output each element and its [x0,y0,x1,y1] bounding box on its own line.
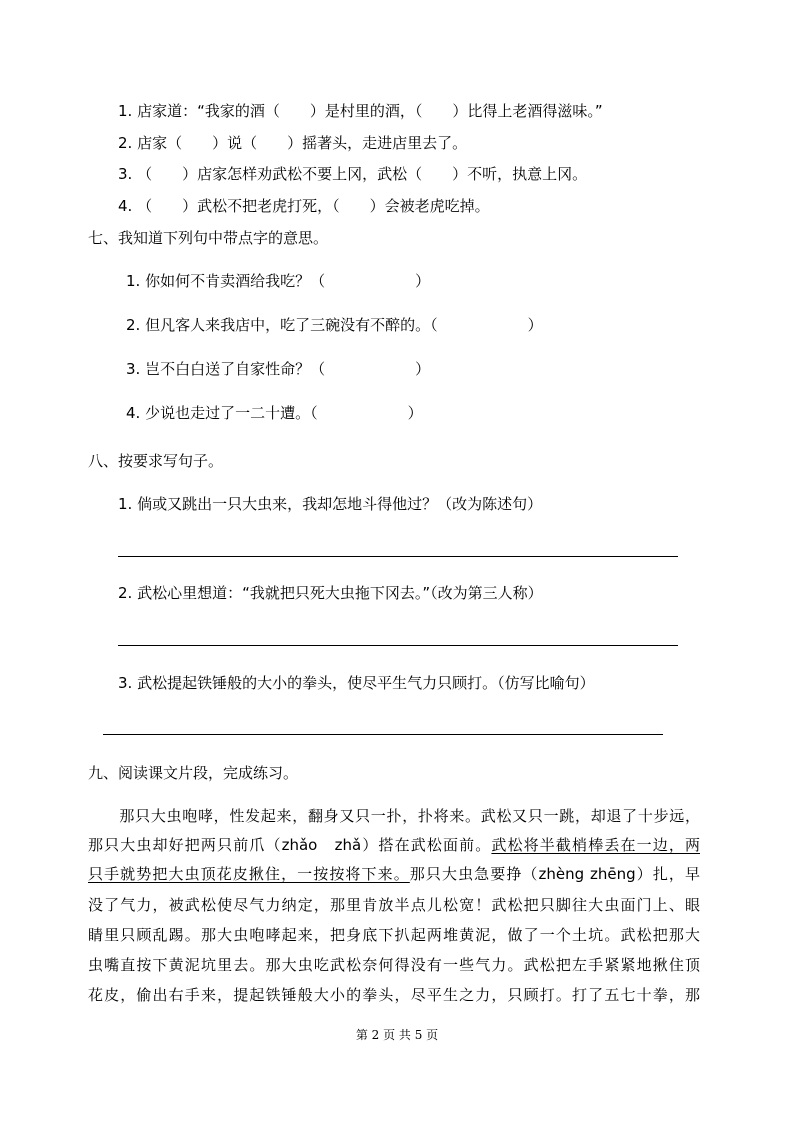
passage-text: 那只大虫急要挣（zhèng zhēng）扎，早 [409,865,700,883]
page-number-footer: 第 2 页 共 5 页 [355,1028,439,1042]
section7-item-2: 2. 但凡客人来我店中，吃了三碗没有不醉的。（ ） [126,316,543,334]
section8-heading: 八、按要求写句子。 [88,452,224,470]
section9-heading: 九、阅读课文片段，完成练习。 [88,764,299,782]
answer-line-2[interactable] [118,645,678,646]
answer-line-3[interactable] [103,734,663,735]
section6-item-2: 2. 店家（ ）说（ ）摇著头，走进店里去了。 [118,134,468,152]
passage-line-5: 睛里只顾乱踢。那大虫咆哮起来，把身底下扒起两堆黄泥，做了一个土坑。武松把那大 [88,926,700,944]
passage-line-4: 没了气力，被武松使尽气力纳定，那里肯放半点儿松宽！武松把只脚往大虫面门上、眼 [88,896,700,914]
section6-item-3: 3. （ ）店家怎样劝武松不要上冈，武松（ ）不听，执意上冈。 [118,165,588,183]
passage-line-3 [88,860,700,889]
passage-line-1: 那只大虫咆哮，性发起来，翻身又只一扑，扑将来。武松又只一跳，却退了十步远， [88,807,700,825]
section7-heading: 七、我知道下列句中带点字的意思。 [88,229,329,247]
passage-line-6: 虫嘴直按下黄泥坑里去。那大虫吃武松奈何得没有一些气力。武松把左手紧紧地揪住顶 [88,956,700,974]
section8-item-1: 1. 倘或又跳出一只大虫来，我却怎地斗得他过？（改为陈述句） [118,495,543,513]
section7-item-3: 3. 岂不白白送了自家性命？（ ） [126,360,431,378]
section8-item-3: 3. 武松提起铁锤般的大小的拳头，使尽平生气力只顾打。（仿写比喻句） [118,674,595,692]
section6-item-4: 4. （ ）武松不把老虎打死，（ ）会被老虎吃掉。 [118,197,490,215]
section7-item-1: 1. 你如何不肯卖酒给我吃？（ ） [126,272,431,290]
underlined-sentence: 武松将半截梢棒丢在一边，两 [491,836,700,854]
passage-line-7: 花皮，偷出右手来，提起铁锤般大小的拳头，尽平生之力，只顾打。打了五七十拳，那 [88,986,700,1004]
passage-text: 那只大虫却好把两只前爪（zhǎo zhǎ）搭在武松面前。 [88,836,492,854]
underlined-sentence-cont: 只手就势把大虫顶花皮揪住，一按按将下来。 [88,865,410,883]
section7-item-4: 4. 少说也走过了一二十遭。（ ） [126,404,423,422]
section6-item-1: 1. 店家道：“我家的酒（ ）是村里的酒，（ ）比得上老酒得滋味。” [118,102,603,120]
answer-line-1[interactable] [118,556,678,557]
passage-line-2 [88,831,700,860]
section8-item-2: 2. 武松心里想道：“我就把只死大虫拖下冈去。”（改为第三人称） [118,584,543,602]
